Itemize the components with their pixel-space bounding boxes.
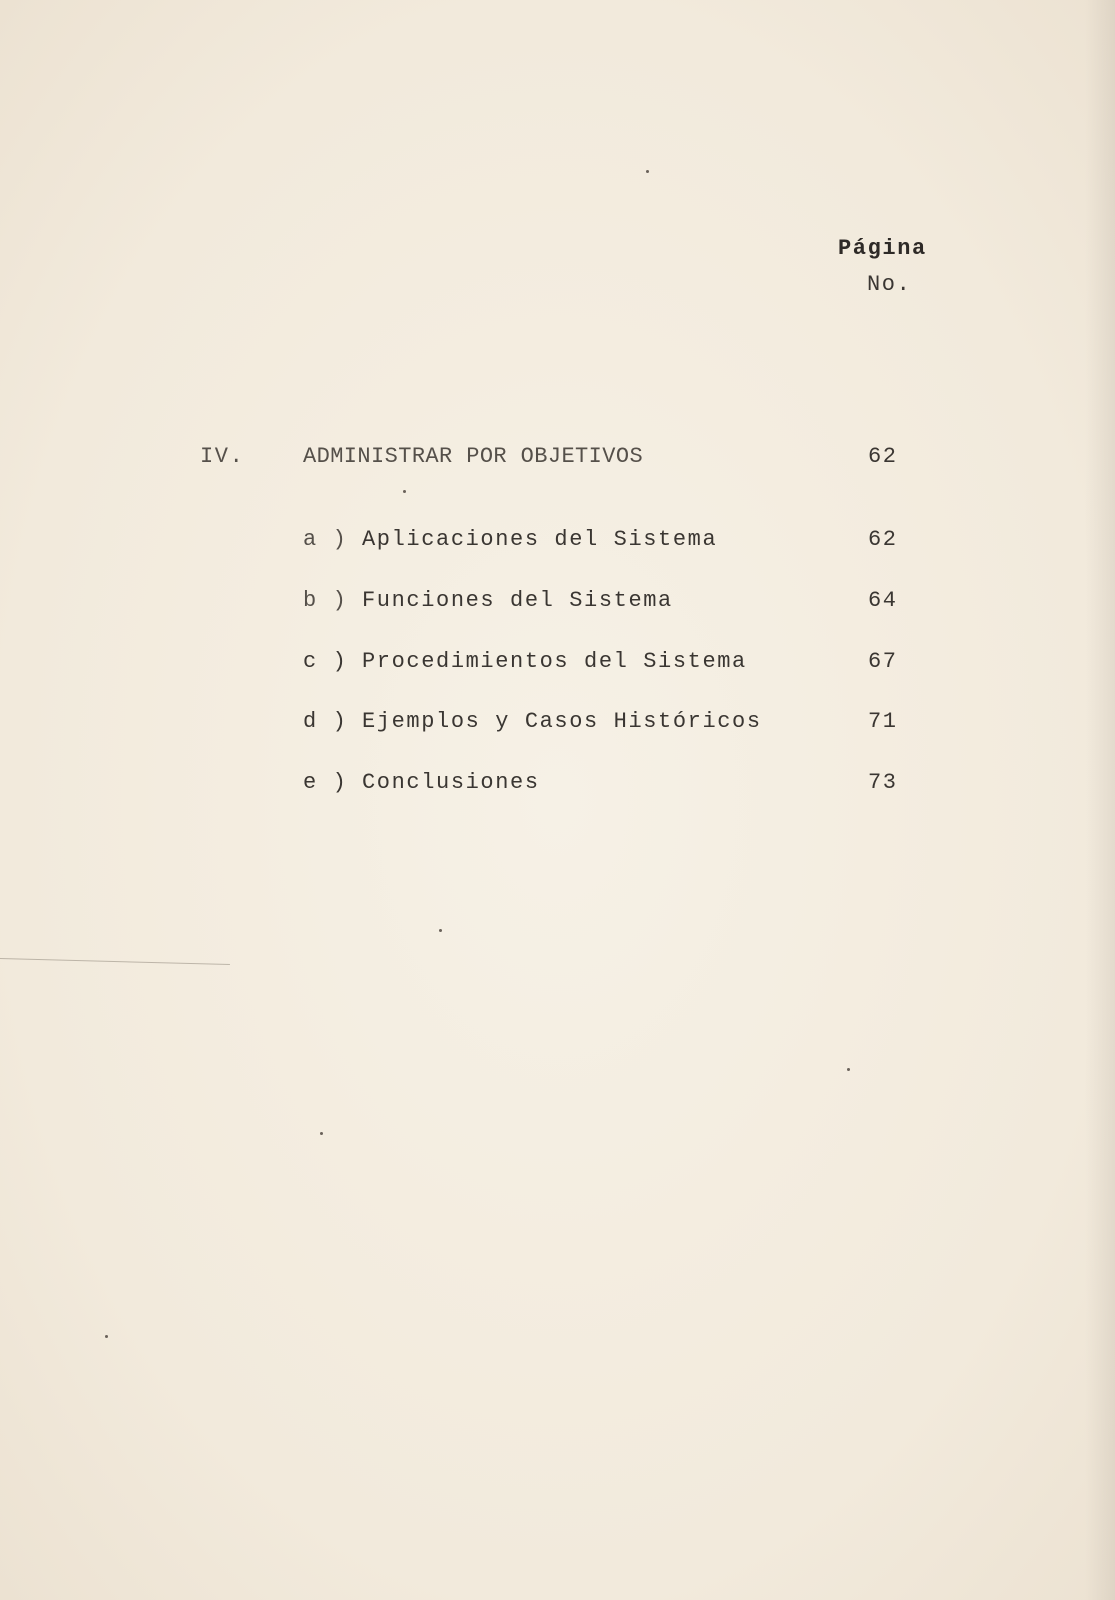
toc-item-letter: a ) (303, 527, 348, 552)
speck (320, 1132, 323, 1135)
toc-item-letter: d ) (303, 709, 348, 734)
toc-item-title: Funciones del Sistema (362, 588, 673, 613)
speck (646, 170, 649, 173)
page-column-heading: Página (838, 236, 927, 261)
toc-item-page: 64 (868, 588, 898, 613)
toc-item-title: Conclusiones (362, 770, 540, 795)
chapter-title: ADMINISTRAR POR OBJETIVOS (303, 444, 644, 469)
toc-item-title: Procedimientos del Sistema (362, 649, 747, 674)
toc-item-page: 62 (868, 527, 898, 552)
chapter-page: 62 (868, 444, 898, 469)
speck (403, 490, 406, 493)
chapter-numeral: IV. (200, 444, 245, 469)
toc-item-letter: b ) (303, 588, 348, 613)
number-column-heading: No. (867, 272, 912, 297)
scan-line-mark (0, 958, 230, 965)
speck (105, 1335, 108, 1338)
toc-item-page: 71 (868, 709, 898, 734)
toc-item-page: 67 (868, 649, 898, 674)
speck (439, 929, 442, 932)
speck (847, 1068, 850, 1071)
toc-item-letter: e ) (303, 770, 348, 795)
toc-item-page: 73 (868, 770, 898, 795)
toc-item-letter: c ) (303, 649, 348, 674)
toc-item-title: Ejemplos y Casos Históricos (362, 709, 762, 734)
toc-item-title: Aplicaciones del Sistema (362, 527, 718, 552)
page-edge-shadow (1085, 0, 1115, 1600)
